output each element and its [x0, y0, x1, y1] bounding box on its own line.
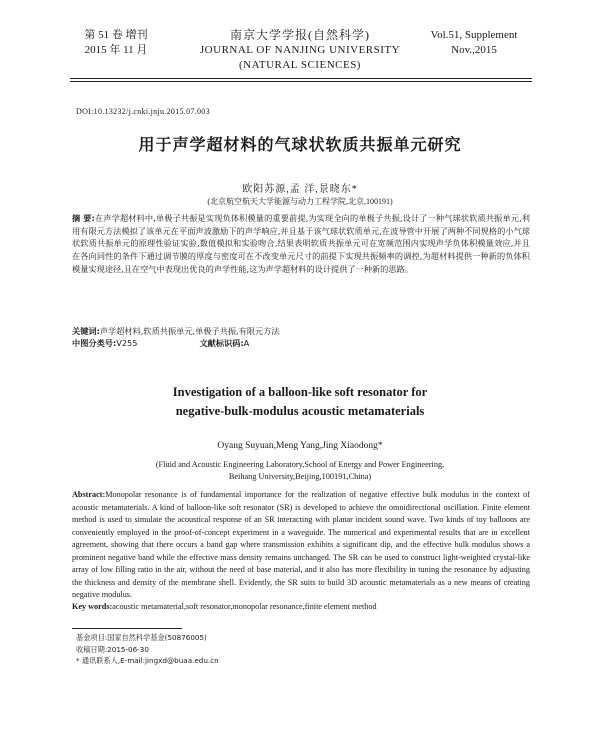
footnote-fund: 基金项目:国家自然科学基金(50876005): [76, 633, 207, 642]
affiliation-en: [0, 459, 600, 483]
journal-name-cn: 南京大学学报(自然科学): [230, 28, 370, 42]
authors-en: Oyang Suyuan,Meng Yang,Jing Xiaodong*: [217, 441, 383, 451]
date-cn: 2015 年 11 月: [84, 44, 148, 56]
footnote-corresponding: * 通讯联系人,E-mail:jingxd@buaa.edu.cn: [76, 656, 219, 665]
journal-name-en-sub: (NATURAL SCIENCES): [239, 59, 361, 71]
affiliation-en-line2: Beihang University,Beijing,100191,China): [228, 472, 372, 481]
affiliation-cn: (北京航空航天大学能源与动力工程学院,北京,100191): [207, 197, 393, 206]
title-en-line1: Investigation of a balloon-like soft resonator for: [172, 385, 428, 399]
keywords-cn: [72, 325, 530, 338]
class-value: V255: [116, 338, 138, 348]
title-cn: 用于声学超材料的气球状软质共振单元研究: [138, 135, 462, 154]
abstract-cn-text: 在声学超材料中,单极子共振是实现负体积模量的重要前提,为实现全向的单极子共振,设计了一种气球状软质共振单元,利用有限元方法模拟了该单元在平面声波激励下的声学响应,并且基于该气球状软质单元,在波导管中开展了两种不同规格的小气球状软质共振单元的原理性验证实验,数值模拟和实验吻合,结果表明软质共振单元可在宽频范围内实现声学负体积模量效应,并且在各向同性的条件下通过调节膜的厚度与密度可在不改变单元尺寸的前提下实现共振频率的调控,为超材料提供一种新的负体积模量实现途径,且在空气中表现出优良的声学性能,这为声学超材料的设计提供了一种新的思路。: [72, 213, 530, 274]
header-volume-en-block: [420, 28, 528, 58]
abstract-cn: [72, 212, 530, 276]
header-volume-block: [76, 28, 156, 58]
abstract-cn-label: 摘 要:: [72, 213, 95, 223]
title-en: [0, 383, 600, 421]
footnote-received: 收稿日期:2015-06-30: [76, 644, 149, 654]
header-rule: [70, 78, 532, 79]
affiliation-en-line1: (Fluid and Acoustic Engineering Laboratory,School of Energy and Power Engineering,: [155, 460, 445, 469]
keywords-cn-text: 声学超材料,软质共振单元,单极子共振,有限元方法: [99, 326, 280, 336]
volume-en: Vol.51, Supplement: [430, 29, 518, 41]
footnote-rule: [72, 628, 182, 629]
keywords-en-label: Key words:: [72, 602, 113, 611]
header-rule-double: [70, 81, 532, 82]
doi: DOI:10.13232/j.cnki.jnju.2015.07.003: [76, 107, 210, 116]
class-label: 中图分类号:: [72, 338, 117, 348]
header-journal-block: [185, 28, 415, 73]
doc-code-label: 文献标识码:: [199, 338, 244, 348]
date-en: Nov.,2015: [451, 44, 497, 56]
keywords-en-text: acoustic metamaterial,soft resonator,monopolar resonance,finite element method: [112, 602, 377, 611]
abstract-en-label: Abstract:: [72, 490, 106, 499]
keywords-en: [72, 601, 530, 613]
journal-name-en: JOURNAL OF NANJING UNIVERSITY: [199, 44, 401, 56]
doc-code-value: A: [243, 338, 250, 348]
keywords-cn-label: 关键词:: [72, 326, 100, 336]
title-en-line2: negative-bulk-modulus acoustic metamaterials: [175, 404, 425, 418]
volume-issue: 第 51 卷 增刊: [84, 29, 148, 41]
classification-line: [72, 337, 249, 350]
footnote-block: [76, 632, 219, 667]
abstract-en-text: Monopolar resonance is of fundamental importance for the realization of negative effective bulk modulus in the context of acoustic metamaterials. A kind of balloon-like soft resonator (SR) is developed to achieve the omnidirectional oscillation. Finite element method is used to simulate the acoustical response of an SR interacting with planar incident sound wave. Two kinds of toy balloons are conveniently employed in the proof-of-concept experiment in a waveguide. The numerical and experimental results that are in excellent agreement, showing that there occurs a band gap where transmission exhibits a significant dip, and the effective bulk modulus shows a prominent negative band while the effective mass density remains unchanged. The SR can be used to construct light-weighted crystal-like array of low filling ratio in the air, without the need of base material, and it also has more flexibility in tuning the resonance by adjusting the thickness and density of the membrane shell. Evidently, the SR suits to build 3D acoustic metamaterials as a new means of creating negative modulus.: [72, 490, 530, 600]
authors-cn: 欧阳苏源,孟 洋,景晓东*: [242, 184, 358, 195]
abstract-en: [72, 489, 530, 602]
